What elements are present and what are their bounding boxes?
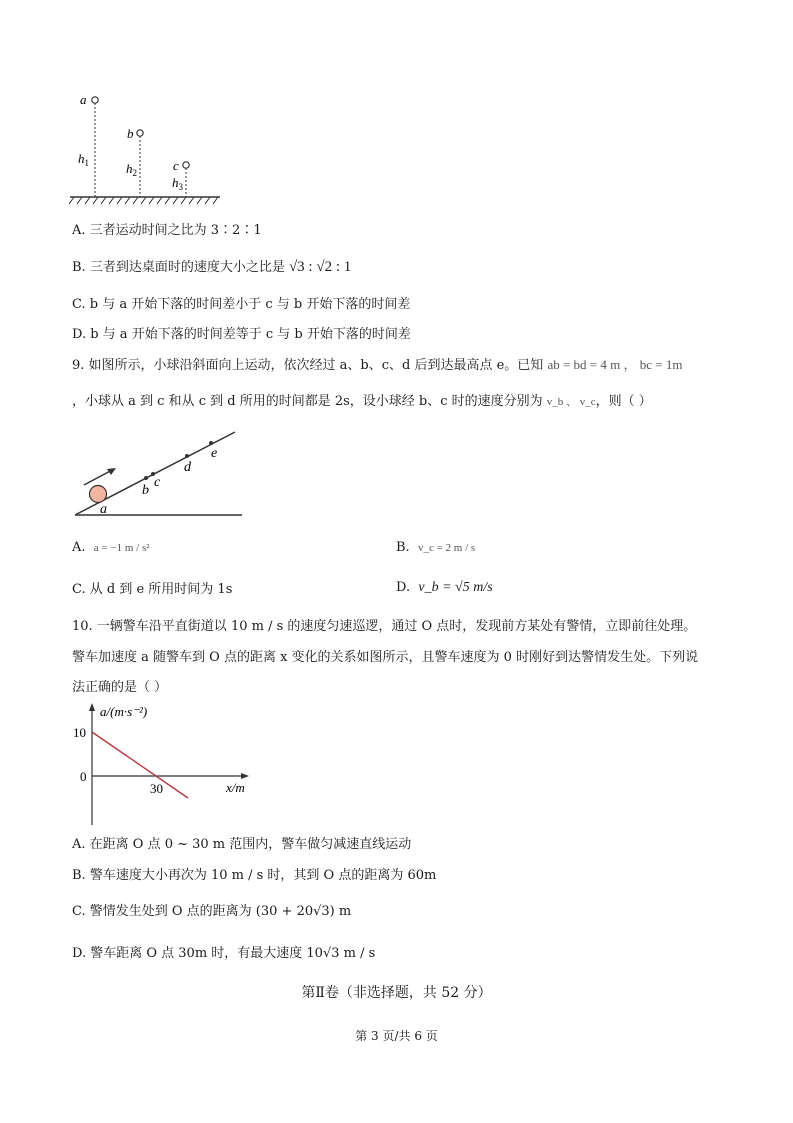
x-axis-label: x/m [226, 780, 245, 795]
ball-b [137, 130, 143, 136]
q9-option-a-label: A. [72, 540, 86, 555]
q9-option-a-math: a = −1 m / s² [93, 542, 150, 554]
ball-a [92, 97, 98, 103]
label-h1: h [78, 151, 85, 166]
q9-stem-text-2: ，小球从 a 到 c 和从 c 到 d 所用的时间都是 2s，设小球经 b、c 时的速度分别为 [72, 394, 547, 409]
label-a: a [100, 502, 107, 517]
acceleration-distance-graph [68, 700, 268, 830]
q10-stem-line-2: 警车加速度 a 随警车到 O 点的距离 x 变化的关系如图所示，且警车速度为 0 时刚好到达警情发生处。下列说 [72, 650, 699, 665]
page-footer: 第 3 页/共 6 页 [355, 1029, 438, 1043]
label-c: c [154, 475, 161, 490]
label-b: b [127, 126, 134, 141]
q8-option-a: A. 三者运动时间之比为 3∶2∶1 [72, 223, 262, 238]
q9-option-d-label: D. [396, 580, 411, 595]
label-b: b [142, 483, 149, 498]
q8-option-b [72, 258, 351, 277]
q8-option-c: C. b 与 a 开始下落的时间差小于 c 与 b 开始下落的时间差 [72, 297, 411, 312]
q9-stem-text-1: 9. 如图所示，小球沿斜面向上运动，依次经过 a、b、c、d 后到达最高点 e。已知 [72, 358, 548, 373]
svg-text:h2 [126, 161, 137, 178]
q9-option-c: C. 从 d 到 e 所用时间为 1s [72, 582, 233, 597]
q9-stem-line-2 [72, 393, 652, 411]
incline-figure [70, 425, 250, 520]
label-a: a [80, 92, 87, 107]
series-line [92, 732, 188, 798]
q10-option-b: B. 警车速度大小再次为 10 m / s 时，其到 O 点的距离为 60m [72, 868, 437, 883]
q9-option-b-label: B. [396, 540, 410, 555]
ball-c [183, 162, 189, 168]
x-tick-label-30: 30 [150, 781, 163, 796]
label-e: e [211, 446, 218, 461]
q9-stem-line-1 [72, 356, 682, 375]
svg-text:h1 [78, 151, 89, 168]
label-h2-sub: 2 [132, 168, 137, 178]
y-tick-label-10: 10 [73, 725, 86, 740]
q10-option-d: D. 警车距离 O 点 30m 时，有最大速度 10√3 m / s [72, 946, 376, 961]
q10-option-a: A. 在距离 O 点 0 ~ 30 m 范围内，警车做匀减速直线运动 [72, 837, 412, 852]
q10-stem-line-1: 10. 一辆警车沿平直街道以 10 m / s 的速度匀速巡逻，通过 O 点时，发现前方某处有警情，立即前往处理。 [72, 619, 697, 634]
point-e [209, 441, 213, 445]
origin-label: 0 [80, 769, 87, 784]
label-d: d [184, 460, 191, 475]
q8-option-b-text: B. 三者到达桌面时的速度大小之比是 [72, 260, 289, 275]
section-title: 第Ⅱ卷（非选择题，共 52 分） [301, 985, 492, 1001]
point-d [185, 454, 189, 458]
q9-option-d [396, 579, 493, 597]
q9-stem-text-2-end: ，则（ ） [595, 394, 652, 409]
label-h1-sub: 1 [84, 158, 89, 168]
point-b [144, 476, 148, 480]
q8-option-b-ratio: √3 : √2 : 1 [288, 259, 352, 275]
q9-stem-math-1: ab = bd = 4 m ， bc = 1m [547, 357, 683, 372]
q10-stem-line-3: 法正确的是（ ） [72, 680, 168, 695]
svg-text:h3 [172, 175, 184, 192]
q10-option-c: C. 警情发生处到 O 点的距离为 (30 + 20√3) m [72, 904, 352, 919]
q9-stem-math-2: v_b 、 v_c [546, 396, 596, 408]
label-h2: h [126, 161, 133, 176]
q9-option-a [72, 539, 150, 557]
q8-option-d: D. b 与 a 开始下落的时间差等于 c 与 b 开始下落的时间差 [72, 327, 411, 342]
q9-option-d-math: v_b = √5 m/s [418, 580, 493, 595]
ball [90, 486, 107, 503]
q9-option-b-math: v_c = 2 m / s [417, 542, 476, 554]
y-axis-label: a/(m·s⁻²) [100, 704, 148, 719]
label-c: c [173, 158, 179, 173]
falling-balls-figure [60, 85, 230, 210]
label-h3-sub: 3 [178, 182, 183, 192]
label-h3: h [172, 175, 179, 190]
q9-option-b [396, 539, 475, 557]
